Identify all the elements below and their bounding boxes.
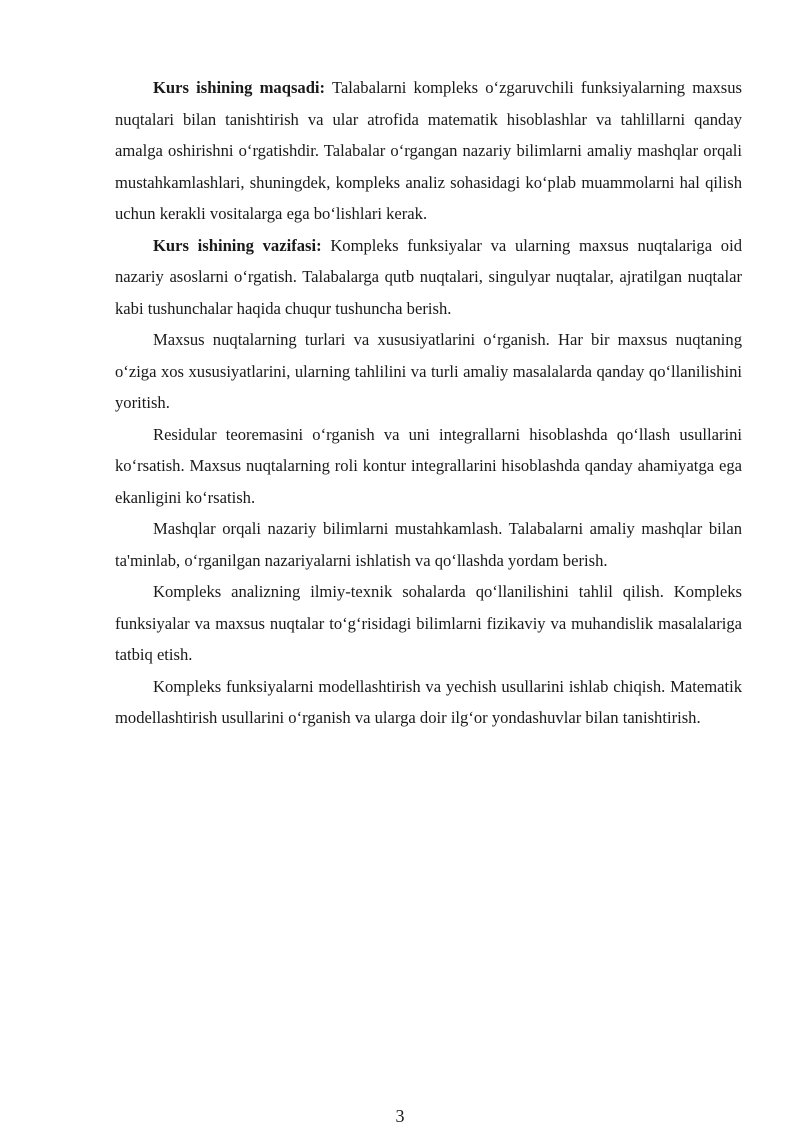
paragraph-text: Maxsus nuqtalarning turlari va xususiyatlarini oʻrganish. Har bir maxsus nuqtaning oʻziga xos xususiyatlarini, ularning tahlilini va turli amaliy masalalarda qanday qoʻllanilishini yoritish. (115, 330, 742, 412)
paragraph-exercises (115, 513, 742, 576)
paragraph-singular-points (115, 324, 742, 419)
paragraph-lead: Kurs ishining maqsadi: (153, 78, 326, 97)
paragraph-text: Residular teoremasini oʻrganish va uni integrallarni hisoblashda qoʻllash usullarini koʻrsatish. Maxsus nuqtalarning roli kontur integrallarini hisoblashda qanday ahamiyatga ega ekanligini koʻrsatish. (115, 424, 742, 507)
paragraph-text: Talabalarni kompleks oʻzgaruvchili funksiyalarning maxsus nuqtalari bilan tanishtirish va ular atrofida matematik hisoblashlar va tahlillarni qanday amalga oshirishni oʻrgatishdir. Talabalar oʻrgangan nazariy bilimlarni amaliy mashqlar orqali mustahkamlashlari, shuningdek, kompleks analiz sohasidagi koʻplab muammolarni hal qilish uchun kerakli vositalarga ega boʻlishlari kerak. (115, 78, 743, 223)
paragraph-residue-theorem (115, 419, 742, 514)
paragraph-goal (115, 72, 742, 230)
paragraph-applications (115, 576, 742, 671)
page-number: 3 (395, 1106, 405, 1126)
paragraph-modelling (115, 671, 742, 734)
page-body (115, 72, 742, 734)
paragraph-tasks (115, 230, 742, 325)
paragraph-text: Mashqlar orqali nazariy bilimlarni mustahkamlash. Talabalarni amaliy mashqlar bilan ta'minlab, oʻrganilgan nazariyalarni ishlatish va qoʻllashda yordam berish. (115, 519, 742, 570)
paragraph-text: Kompleks funksiyalar va ularning maxsus nuqtalariga oid nazariy asoslarni oʻrgatish. Talabalarga qutb nuqtalari, singulyar nuqtalar, ajratilgan nuqtalar kabi tushunchalar haqida chuqur tushuncha berish. (115, 235, 742, 318)
paragraph-text: Kompleks analizning ilmiy-texnik sohalarda qoʻllanilishini tahlil qilish. Kompleks funksiyalar va maxsus nuqtalar toʻgʻrisidagi bilimlarni fizikaviy va muhandislik masalalariga tatbiq etish. (115, 582, 742, 664)
paragraph-text: Kompleks funksiyalarni modellashtirish va yechish usullarini ishlab chiqish. Matematik modellashtirish usullarini oʻrganish va ularga doir ilgʻor yondashuvlar bilan tanishtirish. (115, 676, 742, 727)
paragraph-lead: Kurs ishining vazifasi: (153, 235, 322, 255)
